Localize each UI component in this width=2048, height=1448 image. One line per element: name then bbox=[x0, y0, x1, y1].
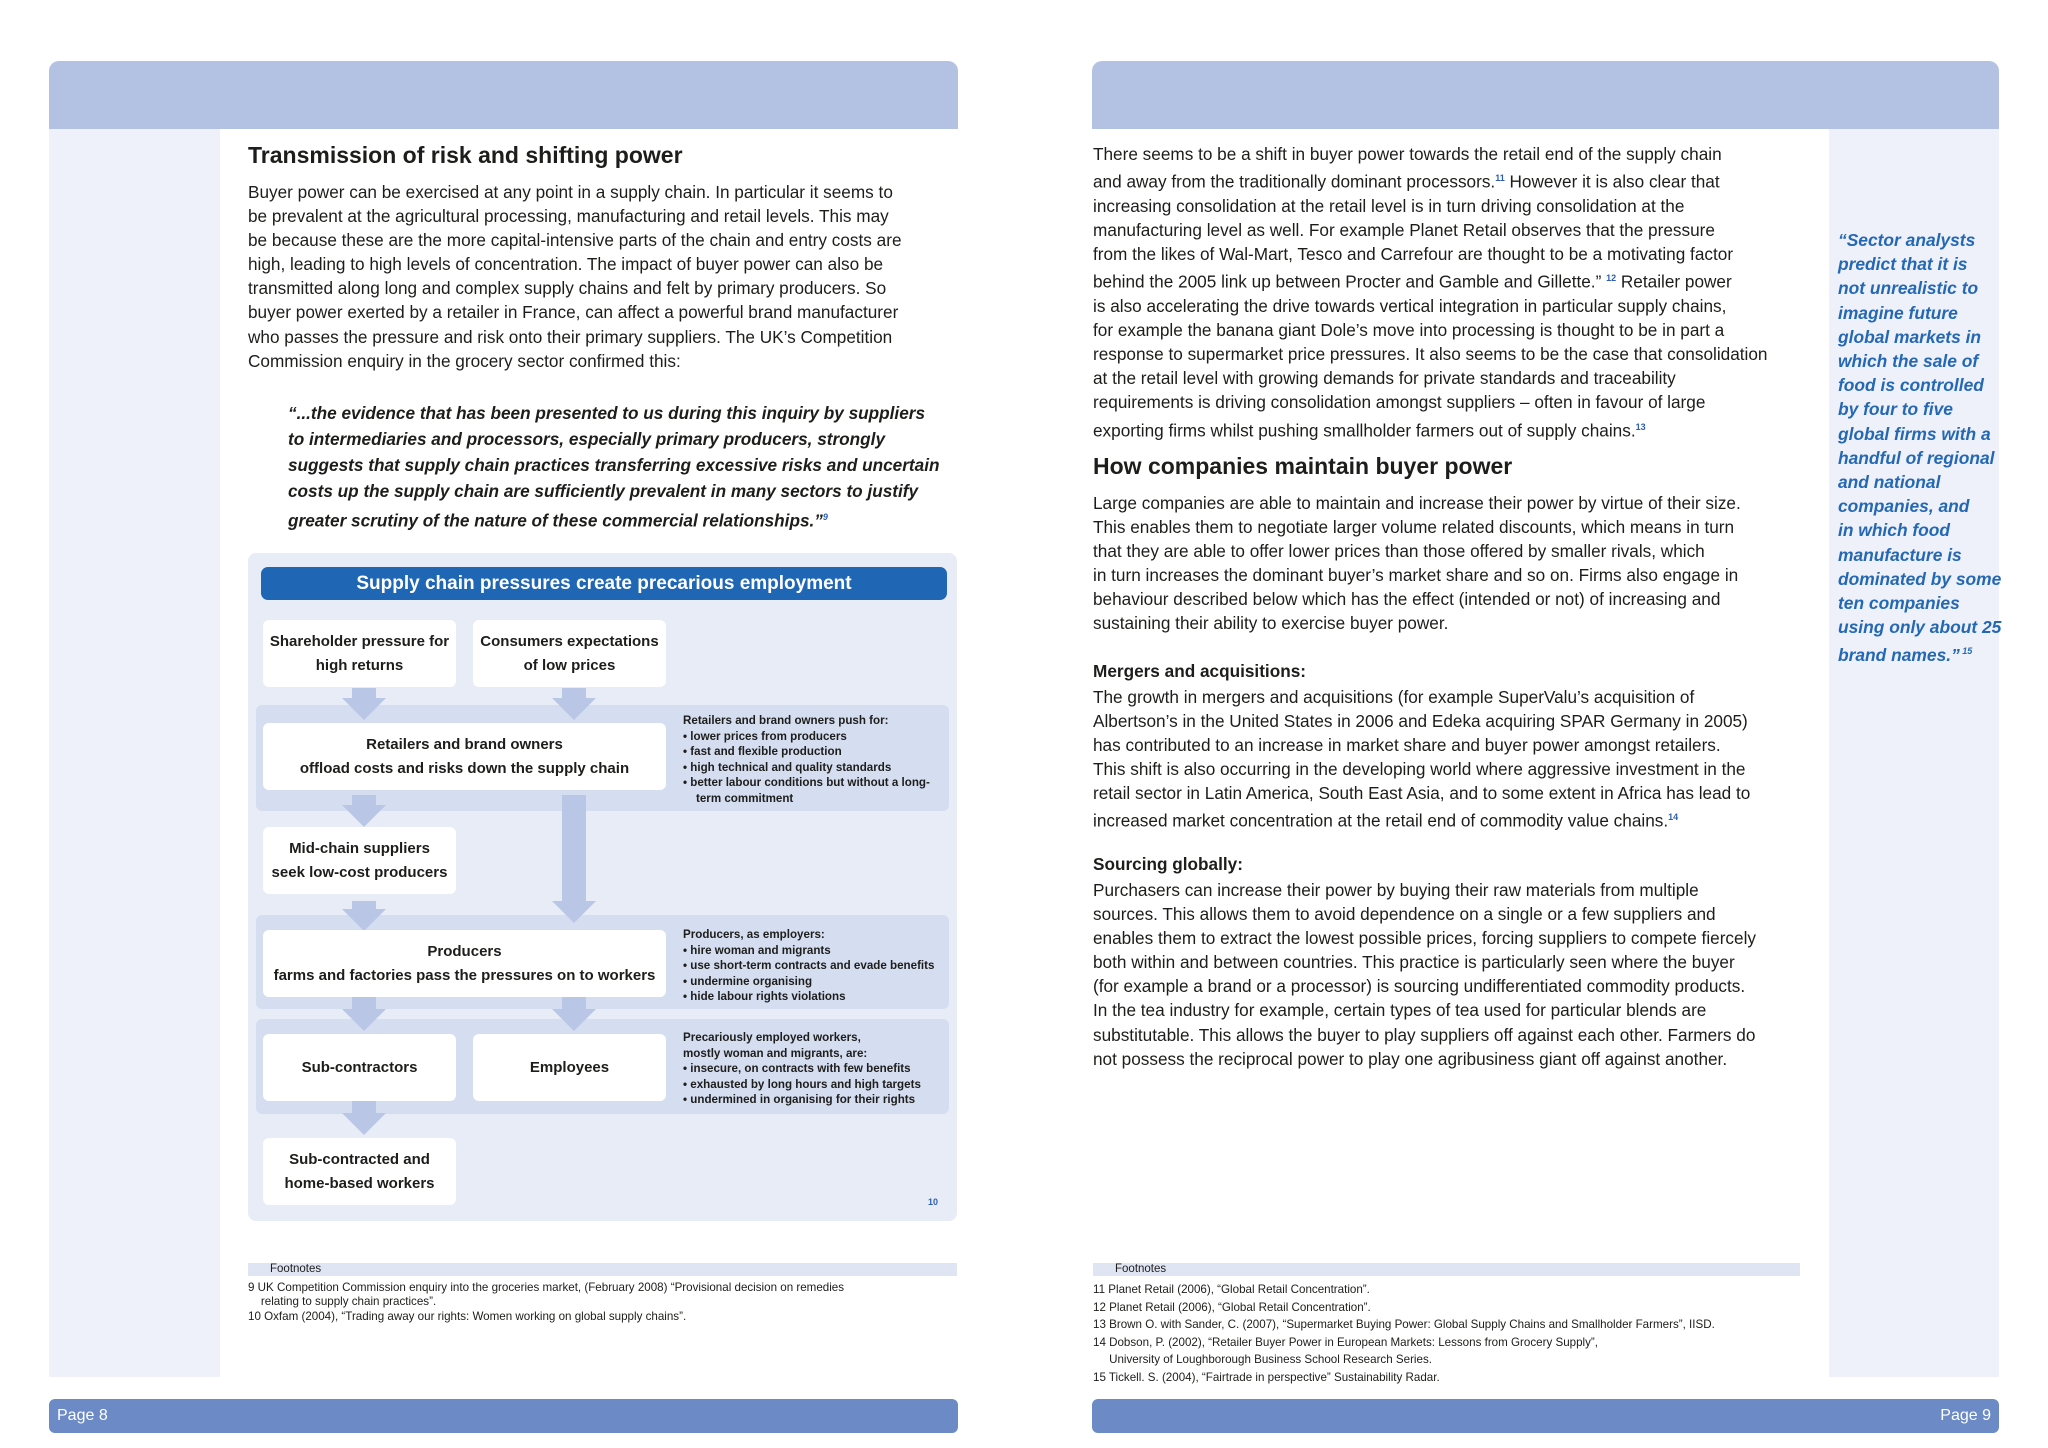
footnote-ref: 14 bbox=[1668, 812, 1679, 823]
quote-line: suggests that supply chain practices transferring excessive risks and uncertain bbox=[288, 455, 940, 475]
footnote-line: 11 Planet Retail (2006), “Global Retail Concentration”. bbox=[1093, 1283, 1370, 1296]
arrow-shaft bbox=[352, 997, 376, 1009]
pull-quote-line: food is controlled bbox=[1838, 375, 1984, 396]
text-line: in turn increases the dominant buyer’s market share and so on. Firms also engage in bbox=[1093, 565, 1739, 586]
text-line: that they are able to offer lower prices than those offered by smaller rivals, which bbox=[1093, 541, 1705, 562]
sourcing-paragraph bbox=[1093, 878, 1756, 1071]
text-line bbox=[1093, 390, 1767, 414]
footnote-line: 14 Dobson, P. (2002), “Retailer Buyer Power in European Markets: Lessons from Grocery Supply”, bbox=[1093, 1335, 1598, 1349]
text-line: increased market concentration at the retail end of commodity value chains.$^{14}$ bbox=[1093, 811, 1679, 832]
pull-quote-line: imagine future bbox=[1838, 302, 1958, 323]
text-run: There seems to be a shift in buyer power towards the retail end of the supply chain bbox=[1093, 144, 1722, 164]
text-line bbox=[1093, 218, 1767, 242]
footnote-line: 15 Tickell. S. (2004), “Fairtrade in perspective” Sustainability Radar. bbox=[1093, 1370, 1440, 1384]
arrow-head bbox=[552, 698, 596, 720]
arrow-head bbox=[342, 698, 386, 720]
text-run: manufacturing level as well. For example Planet Retail observes that the pressure bbox=[1093, 220, 1715, 241]
pull-quote-line: by four to five bbox=[1838, 399, 1953, 420]
right-footnotes-label: Footnotes bbox=[1093, 1263, 1800, 1276]
section-heading-transmission: Transmission of risk and shifting power bbox=[248, 142, 683, 168]
pull-quote-line: and national bbox=[1838, 472, 1941, 493]
arrow-shaft bbox=[352, 795, 376, 805]
text-line: transmitted along long and complex supply chains and felt by primary producers. So bbox=[248, 278, 887, 299]
pull-quote-line: brand names.” $^{15}$ bbox=[1838, 645, 1973, 666]
footnote-line: University of Loughborough Business School Research Series. bbox=[1093, 1353, 1432, 1367]
retail-shift-paragraph bbox=[1093, 142, 1767, 442]
text-run: However it is also clear that bbox=[1504, 171, 1720, 192]
subcontracted-workers-box: Sub-contracted and home-based workers bbox=[263, 1138, 456, 1205]
pull-quote-line: manufacture is bbox=[1838, 544, 1962, 565]
text-line: Albertson’s in the United States in 2006 and Edeka acquiring SPAR Germany in 2005) bbox=[1093, 711, 1748, 732]
pull-quote-line: which the sale of bbox=[1838, 351, 1979, 372]
text-line: buyer power exerted by a retailer in France, can affect a powerful brand manufacturer bbox=[248, 302, 899, 323]
employees-box: Employees bbox=[473, 1034, 666, 1101]
retailers-box: Retailers and brand owners offload costs and risks down the supply chain bbox=[263, 723, 666, 790]
right-header-band bbox=[1092, 61, 1999, 129]
arrow-shaft bbox=[352, 901, 376, 909]
text-line: be because these are the more capital-intensive parts of the chain and entry costs are bbox=[248, 230, 902, 251]
mergers-paragraph bbox=[1093, 685, 1750, 833]
arrow-head bbox=[552, 1009, 596, 1031]
arrow-head bbox=[342, 909, 386, 931]
quote-line: costs up the supply chain are sufficiently prevalent in many sectors to justify bbox=[288, 481, 919, 501]
text-line: retail sector in Latin America, South East Asia, and to some extent in Africa has lead to bbox=[1093, 783, 1751, 804]
text-line: This shift is also occurring in the developing world where aggressive investment in the bbox=[1093, 759, 1746, 780]
subcontractors-box: Sub-contractors bbox=[263, 1034, 456, 1101]
pull-quote-line: using only about 25 bbox=[1838, 617, 2002, 638]
text-line: The growth in mergers and acquisitions (for example SuperValu’s acquisition of bbox=[1093, 687, 1695, 707]
text-line: substitutable. This allows the buyer to play suppliers off against each other. Farmers do bbox=[1093, 1024, 1756, 1045]
text-line: both within and between countries. This practice is particularly seen where the buyer bbox=[1093, 952, 1735, 973]
pull-quote-line: handful of regional bbox=[1838, 447, 1995, 468]
text-line: In the tea industry for example, certain types of tea used for particular blends are bbox=[1093, 1000, 1707, 1021]
arrow-shaft bbox=[352, 688, 376, 698]
pull-quote-line: global markets in bbox=[1838, 326, 1982, 347]
text-run: is also accelerating the drive towards vertical integration in particular supply chains, bbox=[1093, 296, 1727, 317]
text-run: from the likes of Wal-Mart, Tesco and Carrefour are thought to be a motivating factor bbox=[1093, 244, 1734, 265]
text-line: Large companies are able to maintain and increase their power by virtue of their size. bbox=[1093, 493, 1741, 513]
footnote-ref: 13 bbox=[1635, 421, 1646, 432]
footnote-ref: 12 bbox=[1606, 273, 1617, 284]
pull-quote-line: ten companies bbox=[1838, 593, 1960, 614]
text-line bbox=[1093, 242, 1767, 266]
supply-chain-diagram bbox=[248, 553, 957, 1221]
text-line bbox=[1093, 194, 1767, 218]
text-line: Purchasers can increase their power by buying their raw materials from multiple bbox=[1093, 880, 1699, 900]
arrow-shaft bbox=[562, 997, 586, 1009]
consumers-box: Consumers expectations of low prices bbox=[473, 620, 666, 687]
pull-quote bbox=[1838, 228, 2001, 667]
arrow-shaft bbox=[562, 795, 586, 903]
text-line: has contributed to an increase in market share and buyer power amongst retailers. bbox=[1093, 735, 1721, 756]
text-run: increasing consolidation at the retail level is in turn driving consolidation at the bbox=[1093, 195, 1685, 216]
right-footer-band bbox=[1092, 1399, 1999, 1433]
footnote-line: 13 Brown O. with Sander, C. (2007), “Supermarket Buying Power: Global Supply Chains and Smallholder Farmers”, IISD. bbox=[1093, 1318, 1715, 1332]
intro-paragraph bbox=[248, 180, 902, 373]
pull-quote-line: “Sector analysts bbox=[1838, 230, 1976, 250]
page-number-left: Page 8 bbox=[57, 1407, 108, 1424]
text-line: This enables them to negotiate larger volume related discounts, which means in turn bbox=[1093, 517, 1735, 538]
text-line: sustaining their ability to exercise buyer power. bbox=[1093, 613, 1449, 634]
text-run: Retailer power bbox=[1616, 271, 1732, 292]
workers-note: Precariously employed workers, mostly woman and migrants, are: • insecure, on contracts with few benefits • exhausted by long hours and high targets • undermined in organising for their rights bbox=[683, 1031, 921, 1107]
left-footnotes: 9 UK Competition Commission enquiry into the groceries market, (February 2008) “Provisional decision on remedies relating to supply chain practices”. 10 Oxfam (2004), “Trading away our rights: Women working on global supply chains”. bbox=[248, 1281, 845, 1323]
arrow-head bbox=[342, 805, 386, 827]
left-footnotes-label: Footnotes bbox=[248, 1263, 957, 1276]
text-line: who passes the pressure and risk onto their primary suppliers. The UK’s Competition bbox=[248, 326, 893, 347]
text-line bbox=[1093, 166, 1767, 194]
arrow-shaft bbox=[562, 688, 586, 698]
quote-line: to intermediaries and processors, especially primary producers, strongly bbox=[288, 429, 886, 449]
text-line: sources. This allows them to avoid dependence on a single or a few suppliers and bbox=[1093, 904, 1716, 925]
arrow-shaft bbox=[352, 1101, 376, 1113]
text-run: for example the banana giant Dole’s move into processing is thought to be in part a bbox=[1093, 320, 1725, 341]
pull-quote-line: global firms with a bbox=[1838, 423, 1991, 444]
producers-note: Producers, as employers: • hire woman and migrants • use short-term contracts and evade benefits • undermine organising • hide labour rights violations bbox=[683, 928, 935, 1004]
left-footer-band bbox=[49, 1399, 958, 1433]
pull-quote-line: predict that it is bbox=[1838, 254, 1968, 275]
text-line: enables them to extract the lowest possible prices, forcing suppliers to compete fiercely bbox=[1093, 928, 1756, 949]
footnote-ref: 9 bbox=[822, 512, 828, 522]
producers-box: Producers farms and factories pass the pressures on to workers bbox=[263, 930, 666, 997]
text-line: not possess the reciprocal power to play one agribusiness giant off against another. bbox=[1093, 1048, 1728, 1069]
text-run: behind the 2005 link up between Procter and Gamble and Gillette.” bbox=[1093, 271, 1607, 292]
text-line bbox=[1093, 366, 1767, 390]
text-line bbox=[1093, 142, 1767, 166]
arrow-head bbox=[342, 1113, 386, 1135]
text-run: response to supermarket price pressures. It also seems to be the case that consolidation bbox=[1093, 344, 1768, 365]
section-heading-buyer-power: How companies maintain buyer power bbox=[1093, 453, 1513, 479]
pull-quote-line: not unrealistic to bbox=[1838, 278, 1979, 299]
text-run: requirements is driving consolidation amongst suppliers – often in favour of large bbox=[1093, 392, 1706, 413]
text-line bbox=[1093, 415, 1767, 443]
diagram-title: Supply chain pressures create precarious employment bbox=[261, 567, 947, 600]
text-run: exporting firms whilst pushing smallholder farmers out of supply chains. bbox=[1093, 420, 1636, 441]
footnote-line: 12 Planet Retail (2006), “Global Retail Concentration”. bbox=[1093, 1300, 1371, 1314]
text-line: be prevalent at the agricultural processing, manufacturing and retail levels. This may bbox=[248, 206, 889, 227]
pull-quote-line: in which food bbox=[1838, 520, 1951, 541]
left-header-band bbox=[49, 61, 958, 129]
text-line bbox=[1093, 294, 1767, 318]
pull-quote-line: companies, and bbox=[1838, 496, 1970, 517]
page-number-right: Page 9 bbox=[1940, 1407, 1991, 1424]
pull-quote-line: dominated by some bbox=[1838, 568, 2002, 589]
text-line: behaviour described below which has the effect (intended or not) of increasing and bbox=[1093, 589, 1721, 610]
quote-line: greater scrutiny of the nature of these commercial relationships.”$^9$ bbox=[288, 510, 828, 531]
footnote-ref: 15 bbox=[1959, 646, 1973, 657]
text-line: (for example a brand or a processor) is sourcing undifferentiated commodity products. bbox=[1093, 976, 1746, 997]
buyer-power-paragraph bbox=[1093, 491, 1741, 636]
text-line: Buyer power can be exercised at any point in a supply chain. In particular it seems to bbox=[248, 182, 893, 202]
text-line: high, leading to high levels of concentration. The impact of buyer power can also be bbox=[248, 254, 884, 275]
footnote-ref: 11 bbox=[1495, 173, 1505, 184]
text-run: and away from the traditionally dominant processors. bbox=[1093, 171, 1496, 192]
text-run: at the retail level with growing demands for private standards and traceability bbox=[1093, 368, 1676, 389]
mergers-heading: Mergers and acquisitions: bbox=[1093, 661, 1306, 681]
left-side-strip bbox=[49, 129, 220, 1377]
arrow-head bbox=[342, 1009, 386, 1031]
diagram-footnote-ref: 10 bbox=[928, 1197, 939, 1207]
retailers-note: Retailers and brand owners push for: • lower prices from producers • fast and flexible production • high technical and quality standards • better labour conditions but without a long-term commitment bbox=[683, 714, 930, 805]
shareholder-box: Shareholder pressure for high returns bbox=[263, 620, 456, 687]
text-line bbox=[1093, 318, 1767, 342]
text-line bbox=[1093, 342, 1767, 366]
midchain-box: Mid-chain suppliers seek low-cost producers bbox=[263, 827, 456, 894]
text-line bbox=[1093, 266, 1767, 294]
sourcing-heading: Sourcing globally: bbox=[1093, 854, 1243, 874]
right-footnotes bbox=[1093, 1281, 1715, 1387]
quote-line: “...the evidence that has been presented to us during this inquiry by suppliers bbox=[288, 403, 926, 423]
competition-commission-quote bbox=[288, 400, 939, 534]
arrow-head bbox=[552, 901, 596, 923]
text-line: Commission enquiry in the grocery sector confirmed this: bbox=[248, 350, 681, 371]
